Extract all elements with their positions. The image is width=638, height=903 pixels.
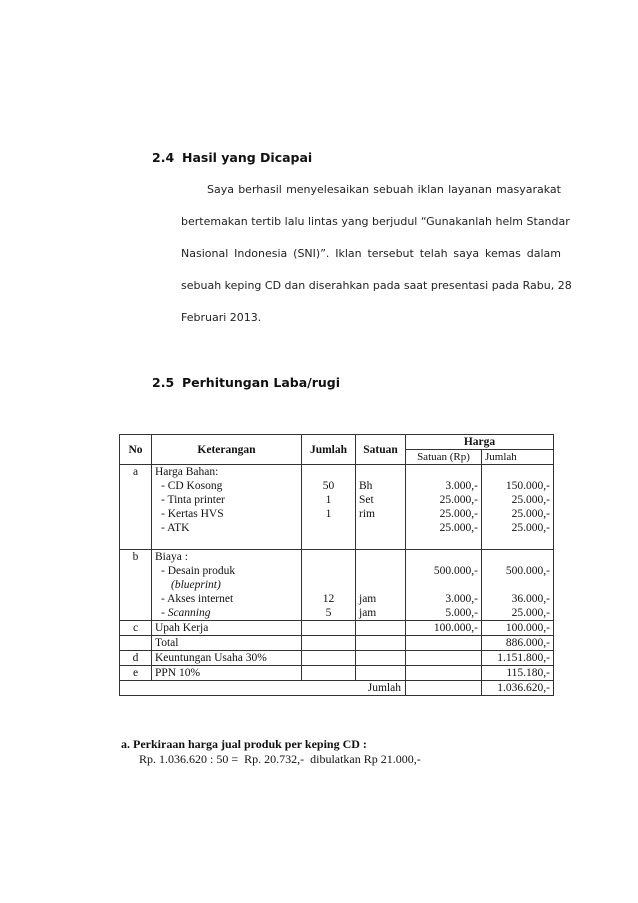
- item-price: 3.000,-: [445, 480, 478, 492]
- row-qty: [302, 465, 356, 550]
- header-jumlah: Jumlah: [302, 435, 356, 465]
- item-qty: 12: [322, 593, 335, 605]
- item-total: 150.000,-: [505, 480, 550, 492]
- item-price: 500.000,-: [433, 565, 478, 577]
- table-row-jumlah: [120, 681, 554, 696]
- row-label: Jumlah: [120, 681, 406, 696]
- paragraph-line: bertemakan tertib lalu lintas yang berjudul “Gunakanlah helm Standar: [181, 215, 570, 228]
- item-qty: 50: [322, 480, 335, 492]
- item-name: - Scanning: [161, 607, 211, 619]
- section-heading-2-4: [152, 150, 312, 165]
- row-total: 100.000,-: [482, 621, 554, 636]
- header-harga: Harga: [406, 435, 554, 450]
- row-total: 115.180,-: [482, 666, 554, 681]
- item-total: 25.000,-: [511, 607, 550, 619]
- paragraph-line: Saya berhasil menyelesaikan sebuah iklan layanan masyarakat: [207, 183, 561, 196]
- row-no: d: [120, 651, 152, 666]
- item-name: - Kertas HVS: [161, 508, 224, 520]
- item-price: 5.000,-: [445, 607, 478, 619]
- row-title: Biaya :: [155, 551, 188, 563]
- row-price: [406, 465, 482, 550]
- row-label: Keuntungan Usaha 30%: [152, 651, 302, 666]
- header-keterangan: Keterangan: [152, 435, 302, 465]
- paragraph-line: Februari 2013.: [181, 311, 262, 324]
- item-total: 25.000,-: [511, 508, 550, 520]
- section-title: Perhitungan Laba/rugi: [182, 375, 341, 390]
- table-header-row: [120, 435, 554, 450]
- header-satuan-rp: Satuan (Rp): [406, 450, 482, 465]
- row-no: c: [120, 621, 152, 636]
- row-title: Harga Bahan:: [155, 466, 219, 478]
- item-name: - Desain produk: [161, 565, 236, 577]
- item-unit: Set: [359, 494, 374, 506]
- item-unit: rim: [359, 508, 375, 520]
- row-total: 1.151.800,-: [482, 651, 554, 666]
- row-total: 886.000,-: [482, 636, 554, 651]
- item-total: 25.000,-: [511, 494, 550, 506]
- header-satuan: Satuan: [356, 435, 406, 465]
- item-total: 25.000,-: [511, 522, 550, 534]
- paragraph-line: Nasional Indonesia (SNI)”. Iklan tersebut telah saya kemas dalam: [181, 247, 561, 260]
- section-number: 2.4: [152, 150, 175, 165]
- item-total: 500.000,-: [505, 565, 550, 577]
- section-title: Hasil yang Dicapai: [182, 150, 313, 165]
- section-number: 2.5: [152, 375, 175, 390]
- footer-calculation: Rp. 1.036.620 : 50 = Rp. 20.732,- dibulatkan Rp 21.000,-: [139, 752, 421, 766]
- row-label: Total: [152, 636, 302, 651]
- item-name: - Tinta printer: [161, 494, 225, 506]
- footer-title: a. Perkiraan harga jual produk per keping CD :: [121, 737, 367, 751]
- row-no: a: [120, 465, 152, 550]
- table-row: [120, 550, 554, 621]
- table-row-total: [120, 636, 554, 651]
- item-total: 36.000,-: [511, 593, 550, 605]
- item-unit: jam: [359, 593, 377, 605]
- item-name: (blueprint): [171, 579, 221, 591]
- table-row: [120, 621, 554, 636]
- row-label: Upah Kerja: [152, 621, 302, 636]
- row-description: [152, 465, 302, 550]
- item-unit: Bh: [359, 480, 373, 492]
- section-heading-2-5: [152, 375, 340, 390]
- row-qty: [302, 550, 356, 621]
- item-price: 25.000,-: [439, 494, 478, 506]
- item-name: - CD Kosong: [161, 480, 223, 492]
- header-no: No: [120, 435, 152, 465]
- header-harga-jumlah: Jumlah: [482, 450, 554, 465]
- row-price: [406, 550, 482, 621]
- row-no: b: [120, 550, 152, 621]
- row-total: [482, 465, 554, 550]
- table-row: [120, 465, 554, 550]
- table-row: [120, 666, 554, 681]
- item-price: 3.000,-: [445, 593, 478, 605]
- paragraph-line: sebuah keping CD dan diserahkan pada saat presentasi pada Rabu, 28: [181, 279, 572, 292]
- row-label: PPN 10%: [152, 666, 302, 681]
- paragraph-hasil: [181, 183, 572, 343]
- row-total: [482, 550, 554, 621]
- table-row: [120, 651, 554, 666]
- row-description: [152, 550, 302, 621]
- item-unit: jam: [359, 607, 377, 619]
- row-no: e: [120, 666, 152, 681]
- item-qty: 1: [325, 494, 332, 506]
- row-price: 100.000,-: [406, 621, 482, 636]
- item-qty: 1: [325, 508, 332, 520]
- item-qty: 5: [325, 607, 332, 619]
- row-unit: [356, 550, 406, 621]
- row-total: 1.036.620,-: [482, 681, 554, 696]
- item-price: 25.000,-: [439, 522, 478, 534]
- item-name: - ATK: [161, 522, 190, 534]
- profit-loss-table: [119, 434, 554, 696]
- item-name: - Akses internet: [161, 593, 234, 605]
- row-unit: [356, 465, 406, 550]
- item-price: 25.000,-: [439, 508, 478, 520]
